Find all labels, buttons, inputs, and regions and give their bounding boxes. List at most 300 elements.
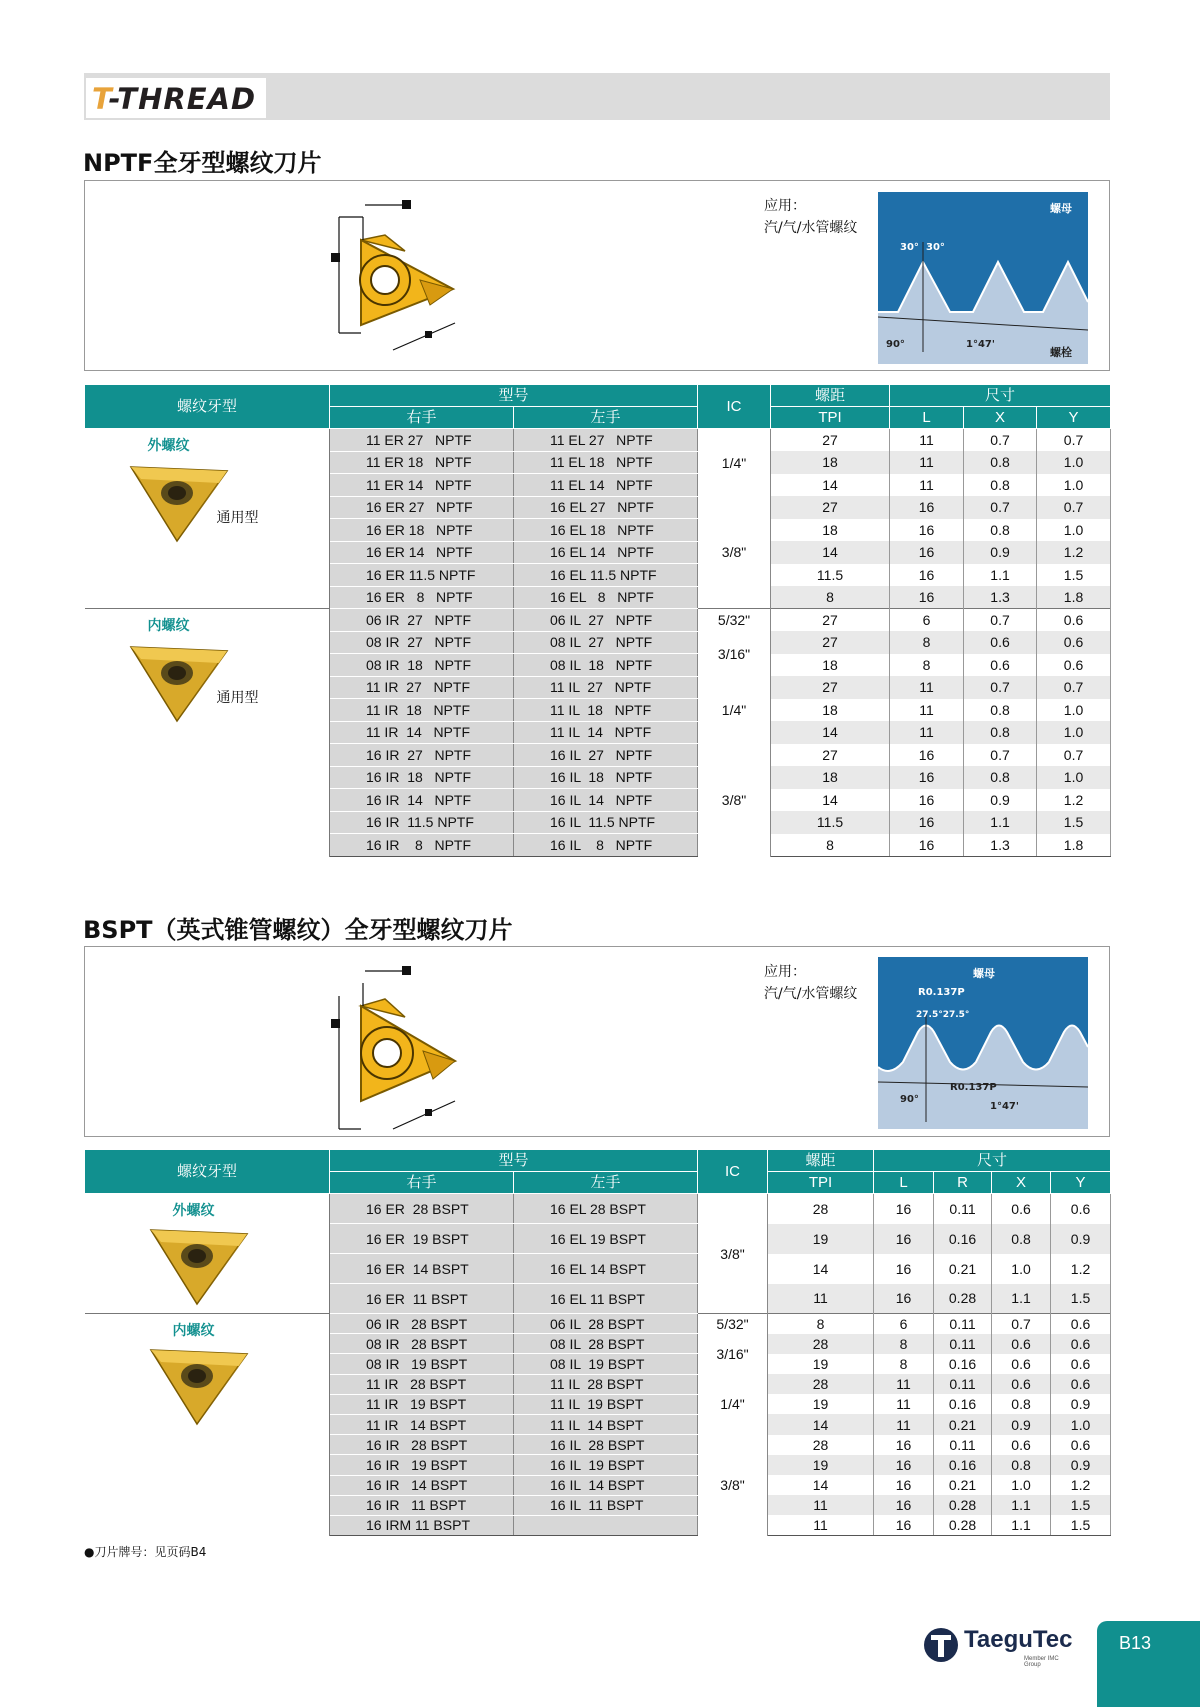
dim-tpi-cell: 19 — [768, 1455, 874, 1475]
model-right-cell: 16 ER 11.5 NPTF — [330, 564, 514, 587]
dim-l-cell: 16 — [874, 1194, 934, 1224]
model-right-cell: 16 IR 14 BSPT — [330, 1475, 514, 1495]
bspt-th-l: L — [874, 1172, 934, 1194]
dim-l-cell: 16 — [890, 541, 964, 564]
insert-photo — [143, 1338, 253, 1428]
footnote: ●刀片牌号：见页码B4 — [84, 1545, 207, 1559]
dim-tpi-cell: 19 — [768, 1224, 874, 1254]
dim-y-cell: 0.7 — [1037, 676, 1111, 699]
model-left-cell: 06 IL 28 BSPT — [514, 1314, 698, 1334]
model-right-cell: 16 ER 28 BSPT — [330, 1194, 514, 1224]
dim-tpi-cell: 27 — [771, 609, 890, 632]
model-right-cell: 08 IR 18 NPTF — [330, 654, 514, 677]
dim-x-cell: 0.6 — [964, 654, 1037, 677]
dim-x-cell: 1.3 — [964, 586, 1037, 609]
dim-tpi-cell: 18 — [771, 654, 890, 677]
ic-cell: 5/32" — [698, 609, 771, 632]
model-left-cell: 11 IL 18 NPTF — [514, 699, 698, 722]
dim-tpi-cell: 19 — [768, 1394, 874, 1414]
dim-y-cell: 0.9 — [1051, 1455, 1111, 1475]
model-left-cell: 16 EL 28 BSPT — [514, 1194, 698, 1224]
dim-r-cell: 0.28 — [934, 1515, 992, 1535]
bspt-th-pitch: 螺距 — [768, 1150, 874, 1172]
dim-x-cell: 1.1 — [992, 1515, 1051, 1535]
bspt-application-label: 应用： — [764, 964, 806, 980]
model-right-cell: 16 ER 18 NPTF — [330, 519, 514, 542]
dim-r-cell: 0.21 — [934, 1414, 992, 1434]
dim-x-cell: 0.8 — [992, 1455, 1051, 1475]
logo-text: T-THREAD — [92, 82, 257, 116]
nptf-figure-box — [84, 180, 1110, 371]
dim-y-cell: 1.5 — [1051, 1495, 1111, 1515]
dim-x-cell: 0.8 — [964, 474, 1037, 497]
model-left-cell — [514, 1515, 698, 1535]
dim-r-cell: 0.11 — [934, 1435, 992, 1455]
thread-type-cell — [85, 609, 330, 857]
ic-cell: 1/4" — [698, 1374, 768, 1435]
dim-y-cell: 1.2 — [1051, 1475, 1111, 1495]
ic-cell: 3/8" — [698, 496, 771, 609]
model-right-cell: 11 IR 19 BSPT — [330, 1394, 514, 1414]
dim-l-cell: 16 — [890, 586, 964, 609]
dim-y-cell: 0.6 — [1037, 631, 1111, 654]
bspt-th-dims: 尺寸 — [874, 1150, 1111, 1172]
dim-tpi-cell: 14 — [771, 474, 890, 497]
model-right-cell: 16 IR 14 NPTF — [330, 789, 514, 812]
nptf-application — [764, 195, 857, 239]
model-right-cell: 11 IR 28 BSPT — [330, 1374, 514, 1394]
dim-y-cell: 1.0 — [1037, 721, 1111, 744]
model-left-cell: 16 IL 11 BSPT — [514, 1495, 698, 1515]
dim-y-cell: 1.5 — [1037, 564, 1111, 587]
bspt-diagram-angle-top: 27.5°27.5° — [916, 1010, 970, 1020]
dim-x-cell: 1.1 — [992, 1284, 1051, 1314]
dim-x-cell: 0.8 — [992, 1394, 1051, 1414]
bspt-th-ic: IC — [698, 1150, 768, 1194]
dim-tpi-cell: 14 — [771, 789, 890, 812]
dim-tpi-cell: 27 — [771, 429, 890, 452]
nptf-th-pitch: 螺距 — [771, 385, 890, 407]
model-right-cell: 08 IR 27 NPTF — [330, 631, 514, 654]
model-left-cell: 16 IL 14 NPTF — [514, 789, 698, 812]
ic-cell: 1/4" — [698, 429, 771, 497]
dim-x-cell: 0.7 — [964, 676, 1037, 699]
dim-tpi-cell: 18 — [771, 451, 890, 474]
model-left-cell: 16 IL 19 BSPT — [514, 1455, 698, 1475]
model-right-cell: 06 IR 28 BSPT — [330, 1314, 514, 1334]
model-right-cell: 11 IR 14 NPTF — [330, 721, 514, 744]
model-left-cell: 11 IL 14 NPTF — [514, 721, 698, 744]
dim-r-cell: 0.16 — [934, 1224, 992, 1254]
dim-y-cell: 1.0 — [1037, 699, 1111, 722]
model-right-cell: 11 IR 18 NPTF — [330, 699, 514, 722]
model-left-cell: 16 IL 8 NPTF — [514, 834, 698, 857]
dim-l-cell: 11 — [890, 429, 964, 452]
dim-l-cell: 16 — [890, 744, 964, 767]
dim-x-cell: 0.9 — [992, 1414, 1051, 1434]
dim-r-cell: 0.11 — [934, 1314, 992, 1334]
bspt-diagram-radius-bottom: R0.137P — [950, 1082, 997, 1093]
dim-y-cell: 0.6 — [1051, 1374, 1111, 1394]
page-number-tab — [1097, 1621, 1200, 1707]
dim-y-cell: 1.0 — [1037, 766, 1111, 789]
dim-l-cell: 16 — [890, 519, 964, 542]
dim-tpi-cell: 14 — [768, 1475, 874, 1495]
dim-l-cell: 16 — [890, 496, 964, 519]
dim-l-cell: 16 — [874, 1455, 934, 1475]
nptf-diagram-bolt: 螺栓 — [1050, 346, 1072, 359]
dim-l-cell: 16 — [890, 811, 964, 834]
nptf-diagram-angle-bottom: 90° — [886, 339, 905, 350]
bspt-th-tpi: TPI — [768, 1172, 874, 1194]
bspt-section-title: BSPT（英式锥管螺纹）全牙型螺纹刀片 — [83, 916, 513, 944]
nptf-insert-drawing — [305, 195, 545, 365]
dim-r-cell: 0.11 — [934, 1334, 992, 1354]
dim-x-cell: 0.8 — [964, 699, 1037, 722]
model-right-cell: 08 IR 19 BSPT — [330, 1354, 514, 1374]
model-left-cell: 06 IL 27 NPTF — [514, 609, 698, 632]
dim-x-cell: 1.1 — [964, 811, 1037, 834]
dim-tpi-cell: 28 — [768, 1435, 874, 1455]
dim-l-cell: 16 — [874, 1515, 934, 1535]
model-left-cell: 11 IL 28 BSPT — [514, 1374, 698, 1394]
dim-tpi-cell: 28 — [768, 1334, 874, 1354]
model-left-cell: 08 IL 18 NPTF — [514, 654, 698, 677]
dim-tpi-cell: 27 — [771, 631, 890, 654]
dim-x-cell: 1.3 — [964, 834, 1037, 857]
model-right-cell: 16 ER 14 BSPT — [330, 1254, 514, 1284]
model-left-cell: 16 IL 14 BSPT — [514, 1475, 698, 1495]
dim-x-cell: 0.6 — [992, 1435, 1051, 1455]
thread-type-title: 外螺纹 — [172, 1203, 215, 1219]
dim-x-cell: 0.6 — [992, 1334, 1051, 1354]
bspt-th-x: X — [992, 1172, 1051, 1194]
dim-y-cell: 0.6 — [1051, 1435, 1111, 1455]
model-right-cell: 16 IR 11.5 NPTF — [330, 811, 514, 834]
table-row — [85, 1194, 1111, 1224]
dim-l-cell: 11 — [874, 1374, 934, 1394]
dim-y-cell: 0.9 — [1051, 1224, 1111, 1254]
dim-x-cell: 0.8 — [992, 1224, 1051, 1254]
brand-sub: Member IMC Group — [1024, 1656, 1059, 1668]
dim-x-cell: 0.6 — [964, 631, 1037, 654]
model-left-cell: 16 IL 11.5 NPTF — [514, 811, 698, 834]
thread-type-cell — [85, 1194, 330, 1314]
bspt-figure-box — [84, 946, 1110, 1137]
thread-type-title: 内螺纹 — [172, 1323, 215, 1339]
dim-x-cell: 1.1 — [992, 1495, 1051, 1515]
bspt-th-right: 右手 — [330, 1172, 514, 1194]
dim-r-cell: 0.11 — [934, 1194, 992, 1224]
nptf-th-x: X — [964, 407, 1037, 429]
dim-y-cell: 1.5 — [1037, 811, 1111, 834]
dim-l-cell: 11 — [890, 474, 964, 497]
dim-l-cell: 8 — [890, 631, 964, 654]
dim-l-cell: 6 — [874, 1314, 934, 1334]
nptf-th-left: 左手 — [514, 407, 698, 429]
ic-cell: 3/8" — [698, 1194, 768, 1314]
dim-l-cell: 11 — [890, 451, 964, 474]
thread-type-title: 外螺纹 — [147, 438, 190, 454]
model-right-cell: 16 IR 18 NPTF — [330, 766, 514, 789]
dim-x-cell: 0.9 — [964, 789, 1037, 812]
bspt-insert-drawing — [305, 961, 545, 1131]
nptf-th-dims: 尺寸 — [890, 385, 1111, 407]
model-right-cell: 11 ER 18 NPTF — [330, 451, 514, 474]
model-left-cell: 11 EL 14 NPTF — [514, 474, 698, 497]
model-left-cell: 08 IL 27 NPTF — [514, 631, 698, 654]
dim-tpi-cell: 14 — [771, 541, 890, 564]
bspt-application-value: 汽/气/水管螺纹 — [764, 986, 858, 1002]
model-left-cell: 16 EL 11 BSPT — [514, 1284, 698, 1314]
model-left-cell: 16 EL 19 BSPT — [514, 1224, 698, 1254]
bspt-th-model: 型号 — [330, 1150, 698, 1172]
dim-l-cell: 11 — [874, 1394, 934, 1414]
nptf-application-label: 应用： — [764, 198, 806, 214]
dim-tpi-cell: 14 — [768, 1254, 874, 1284]
dim-tpi-cell: 27 — [771, 676, 890, 699]
dim-l-cell: 16 — [890, 834, 964, 857]
model-right-cell: 16 ER 14 NPTF — [330, 541, 514, 564]
dim-y-cell: 0.6 — [1051, 1334, 1111, 1354]
model-left-cell: 16 IL 28 BSPT — [514, 1435, 698, 1455]
page-number: B13 — [1119, 1633, 1152, 1653]
dim-r-cell: 0.16 — [934, 1354, 992, 1374]
bspt-diagram-nut: 螺母 — [973, 967, 995, 980]
bspt-application — [764, 961, 857, 1005]
dim-x-cell: 0.8 — [964, 766, 1037, 789]
model-right-cell: 16 IR 27 NPTF — [330, 744, 514, 767]
ic-cell: 5/32" — [698, 1314, 768, 1334]
dim-x-cell: 0.7 — [964, 496, 1037, 519]
table-row — [85, 609, 1111, 632]
model-left-cell: 11 EL 18 NPTF — [514, 451, 698, 474]
dim-y-cell: 0.7 — [1037, 429, 1111, 452]
dim-tpi-cell: 8 — [771, 834, 890, 857]
dim-r-cell: 0.28 — [934, 1284, 992, 1314]
dim-r-cell: 0.21 — [934, 1254, 992, 1284]
dim-y-cell: 0.9 — [1051, 1394, 1111, 1414]
dim-y-cell: 1.5 — [1051, 1515, 1111, 1535]
dim-tpi-cell: 11.5 — [771, 564, 890, 587]
bspt-th-thread-type: 螺纹牙型 — [85, 1150, 330, 1194]
dim-y-cell: 1.2 — [1051, 1254, 1111, 1284]
model-left-cell: 16 IL 27 NPTF — [514, 744, 698, 767]
dim-l-cell: 6 — [890, 609, 964, 632]
model-right-cell: 06 IR 27 NPTF — [330, 609, 514, 632]
nptf-th-right: 右手 — [330, 407, 514, 429]
dim-l-cell: 16 — [890, 564, 964, 587]
nptf-spec-table — [84, 384, 1111, 857]
dim-x-cell: 0.6 — [992, 1194, 1051, 1224]
ic-cell: 3/8" — [698, 1435, 768, 1536]
model-right-cell: 16 IR 8 NPTF — [330, 834, 514, 857]
taegutec-logo-icon — [922, 1626, 960, 1664]
t-thread-logo — [86, 78, 266, 118]
table-row — [85, 1314, 1111, 1334]
dim-y-cell: 1.2 — [1037, 541, 1111, 564]
dim-x-cell: 0.6 — [992, 1374, 1051, 1394]
nptf-th-model: 型号 — [330, 385, 698, 407]
nptf-thread-profile-diagram — [878, 192, 1088, 364]
dim-y-cell: 1.0 — [1037, 474, 1111, 497]
dim-y-cell: 1.8 — [1037, 586, 1111, 609]
dim-tpi-cell: 14 — [771, 721, 890, 744]
nptf-diagram-nut: 螺母 — [1050, 202, 1072, 215]
bspt-th-y: Y — [1051, 1172, 1111, 1194]
thread-type-cell — [85, 429, 330, 609]
dim-tpi-cell: 14 — [768, 1414, 874, 1434]
dim-x-cell: 0.6 — [992, 1354, 1051, 1374]
dim-y-cell: 1.5 — [1051, 1284, 1111, 1314]
model-right-cell: 16 ER 11 BSPT — [330, 1284, 514, 1314]
model-left-cell: 11 IL 14 BSPT — [514, 1414, 698, 1434]
dim-r-cell: 0.28 — [934, 1495, 992, 1515]
nptf-th-tpi: TPI — [771, 407, 890, 429]
dim-l-cell: 8 — [874, 1334, 934, 1354]
dim-l-cell: 16 — [874, 1254, 934, 1284]
model-left-cell: 16 EL 11.5 NPTF — [514, 564, 698, 587]
bspt-th-r: R — [934, 1172, 992, 1194]
dim-r-cell: 0.21 — [934, 1475, 992, 1495]
model-right-cell: 11 IR 27 NPTF — [330, 676, 514, 699]
dim-x-cell: 0.7 — [992, 1314, 1051, 1334]
ic-cell: 3/16" — [698, 1334, 768, 1374]
model-left-cell: 11 IL 19 BSPT — [514, 1394, 698, 1414]
dim-x-cell: 1.0 — [992, 1475, 1051, 1495]
dim-y-cell: 1.0 — [1037, 451, 1111, 474]
dim-y-cell: 0.6 — [1051, 1354, 1111, 1374]
dim-l-cell: 16 — [874, 1224, 934, 1254]
dim-x-cell: 0.8 — [964, 721, 1037, 744]
dim-r-cell: 0.11 — [934, 1374, 992, 1394]
dim-y-cell: 0.7 — [1037, 744, 1111, 767]
dim-l-cell: 16 — [874, 1435, 934, 1455]
dim-tpi-cell: 19 — [768, 1354, 874, 1374]
model-left-cell: 16 EL 18 NPTF — [514, 519, 698, 542]
dim-x-cell: 0.8 — [964, 519, 1037, 542]
model-left-cell: 16 EL 27 NPTF — [514, 496, 698, 519]
bspt-diagram-radius-top: R0.137P — [918, 987, 965, 998]
dim-y-cell: 1.0 — [1051, 1414, 1111, 1434]
nptf-diagram-angle-right: 30° — [926, 242, 945, 253]
nptf-th-l: L — [890, 407, 964, 429]
dim-l-cell: 16 — [890, 789, 964, 812]
dim-l-cell: 16 — [874, 1284, 934, 1314]
bspt-thread-profile-diagram — [878, 957, 1088, 1129]
dim-r-cell: 0.16 — [934, 1394, 992, 1414]
nptf-th-thread-type: 螺纹牙型 — [85, 385, 330, 429]
model-left-cell: 16 IL 18 NPTF — [514, 766, 698, 789]
bspt-th-left: 左手 — [514, 1172, 698, 1194]
dim-y-cell: 1.8 — [1037, 834, 1111, 857]
dim-tpi-cell: 8 — [771, 586, 890, 609]
thread-type-cell — [85, 1314, 330, 1536]
taegutec-brand — [922, 1626, 1072, 1670]
dim-l-cell: 8 — [874, 1354, 934, 1374]
thread-type-title: 内螺纹 — [147, 618, 190, 634]
thread-type-subtitle: 通用型 — [216, 690, 259, 706]
dim-tpi-cell: 18 — [771, 766, 890, 789]
nptf-diagram-taper: 1°47' — [966, 339, 995, 350]
table-row — [85, 429, 1111, 452]
ic-cell: 3/16" — [698, 631, 771, 676]
dim-tpi-cell: 11 — [768, 1284, 874, 1314]
bspt-spec-table — [84, 1149, 1111, 1536]
model-right-cell: 11 ER 14 NPTF — [330, 474, 514, 497]
nptf-th-y: Y — [1037, 407, 1111, 429]
dim-l-cell: 11 — [890, 676, 964, 699]
model-right-cell: 16 ER 27 NPTF — [330, 496, 514, 519]
dim-x-cell: 0.8 — [964, 451, 1037, 474]
model-left-cell: 11 IL 27 NPTF — [514, 676, 698, 699]
dim-tpi-cell: 28 — [768, 1194, 874, 1224]
model-left-cell: 16 EL 14 BSPT — [514, 1254, 698, 1284]
model-right-cell: 08 IR 28 BSPT — [330, 1334, 514, 1354]
dim-tpi-cell: 11 — [768, 1515, 874, 1535]
model-right-cell: 16 IRM 11 BSPT — [330, 1515, 514, 1535]
brand-name: TaeguTec — [964, 1626, 1073, 1653]
dim-tpi-cell: 27 — [771, 744, 890, 767]
dim-l-cell: 11 — [874, 1414, 934, 1434]
dim-l-cell: 11 — [890, 699, 964, 722]
ic-cell: 3/8" — [698, 744, 771, 857]
dim-y-cell: 1.2 — [1037, 789, 1111, 812]
model-right-cell: 11 ER 27 NPTF — [330, 429, 514, 452]
model-left-cell: 11 EL 27 NPTF — [514, 429, 698, 452]
dim-y-cell: 0.6 — [1037, 654, 1111, 677]
model-right-cell: 16 IR 11 BSPT — [330, 1495, 514, 1515]
dim-x-cell: 0.7 — [964, 429, 1037, 452]
dim-l-cell: 8 — [890, 654, 964, 677]
dim-tpi-cell: 11 — [768, 1495, 874, 1515]
model-left-cell: 16 EL 8 NPTF — [514, 586, 698, 609]
model-right-cell: 16 IR 28 BSPT — [330, 1435, 514, 1455]
dim-l-cell: 16 — [874, 1495, 934, 1515]
nptf-th-ic: IC — [698, 385, 771, 429]
model-left-cell: 08 IL 19 BSPT — [514, 1354, 698, 1374]
model-left-cell: 16 EL 14 NPTF — [514, 541, 698, 564]
dim-tpi-cell: 28 — [768, 1374, 874, 1394]
dim-l-cell: 16 — [874, 1475, 934, 1495]
insert-photo — [123, 455, 233, 545]
dim-tpi-cell: 8 — [768, 1314, 874, 1334]
dim-tpi-cell: 18 — [771, 699, 890, 722]
bspt-diagram-angle-bottom: 90° — [900, 1094, 919, 1105]
dim-x-cell: 1.0 — [992, 1254, 1051, 1284]
dim-y-cell: 0.7 — [1037, 496, 1111, 519]
nptf-section-title: NPTF全牙型螺纹刀片 — [83, 149, 322, 177]
dim-r-cell: 0.16 — [934, 1455, 992, 1475]
dim-x-cell: 0.9 — [964, 541, 1037, 564]
model-left-cell: 08 IL 28 BSPT — [514, 1334, 698, 1354]
thread-type-subtitle: 通用型 — [216, 510, 259, 526]
nptf-application-value: 汽/气/水管螺纹 — [764, 220, 858, 236]
nptf-diagram-angle-left: 30° — [900, 242, 919, 253]
dim-tpi-cell: 11.5 — [771, 811, 890, 834]
dim-x-cell: 1.1 — [964, 564, 1037, 587]
dim-l-cell: 11 — [890, 721, 964, 744]
dim-y-cell: 0.6 — [1037, 609, 1111, 632]
model-right-cell: 16 ER 8 NPTF — [330, 586, 514, 609]
dim-y-cell: 1.0 — [1037, 519, 1111, 542]
model-right-cell: 16 ER 19 BSPT — [330, 1224, 514, 1254]
dim-x-cell: 0.7 — [964, 744, 1037, 767]
insert-photo — [143, 1218, 253, 1308]
dim-l-cell: 16 — [890, 766, 964, 789]
model-right-cell: 16 IR 19 BSPT — [330, 1455, 514, 1475]
dim-tpi-cell: 27 — [771, 496, 890, 519]
